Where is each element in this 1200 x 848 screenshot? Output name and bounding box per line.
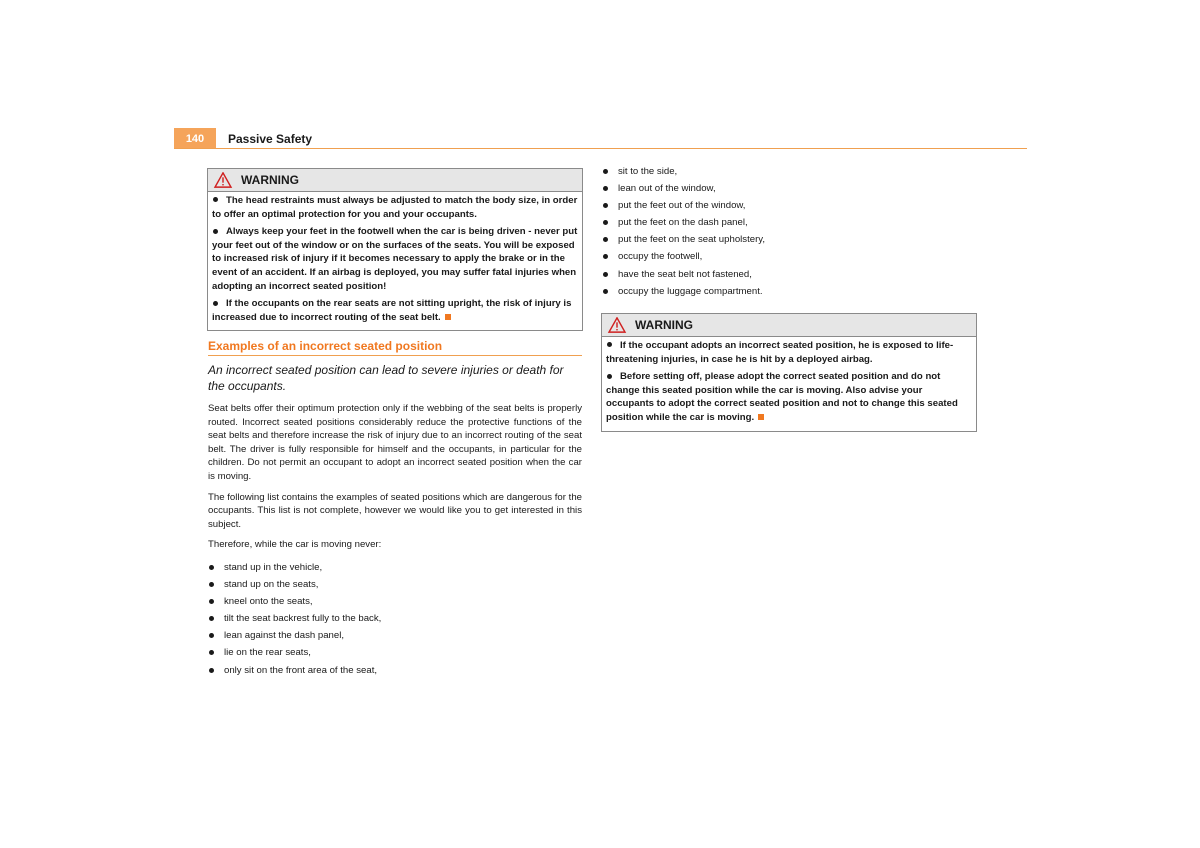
- section-heading: Examples of an incorrect seated position: [208, 339, 582, 356]
- section-title: Passive Safety: [228, 132, 313, 146]
- list-item: stand up on the seats,: [208, 576, 582, 593]
- list-item: put the feet out of the window,: [602, 197, 976, 214]
- list-item: lean out of the window,: [602, 180, 976, 197]
- warning-title: WARNING: [241, 173, 299, 187]
- dangerous-positions-list-continued: [602, 163, 976, 300]
- warning-box-head-restraints: [207, 168, 583, 331]
- bullet-icon: [607, 374, 612, 379]
- list-item: stand up in the vehicle,: [208, 559, 582, 576]
- page-number: 140: [174, 128, 216, 148]
- list-item: lean against the dash panel,: [208, 627, 582, 644]
- bullet-icon: [213, 197, 218, 202]
- right-column: [602, 163, 976, 300]
- warning-item: If the occupants on the rear seats are not sitting upright, the risk of injury is increased due to incorrect routing of the seat belt.: [212, 298, 572, 323]
- warning-title: WARNING: [635, 318, 693, 332]
- warning-box-seated-position: [601, 313, 977, 432]
- list-item: have the seat belt not fastened,: [602, 266, 976, 283]
- warning-body: [602, 337, 976, 431]
- section-end-square-icon: [445, 314, 451, 320]
- bullet-icon: [213, 229, 218, 234]
- list-item: sit to the side,: [602, 163, 976, 180]
- warning-triangle-icon: [607, 317, 627, 333]
- list-item: put the feet on the seat upholstery,: [602, 231, 976, 248]
- dangerous-positions-list: [208, 559, 582, 679]
- intro-text: An incorrect seated position can lead to severe injuries or death for the occupants.: [208, 363, 564, 393]
- warning-triangle-icon: [213, 172, 233, 188]
- warning-item: The head restraints must always be adjusted to match the body size, in order to offer an optimal protection for you and your occupants.: [212, 195, 578, 220]
- left-column: [208, 339, 582, 679]
- body-paragraph: Seat belts offer their optimum protection only if the webbing of the seat belts is properly routed. Incorrect seated positions considerably reduce the protective functions of the seat belts and therefore increase the risk of injury due to an incorrect routing of the seat belt. The driver is fully responsible for himself and the occupants, in particular for the children. Do not permit an occupant to adopt an incorrect seated position when the car is moving.: [208, 403, 582, 482]
- warning-header: [602, 314, 976, 337]
- warning-item: Always keep your feet in the footwell when the car is being driven - never put your feet out of the window or on the surfaces of the seats. You will be exposed to increased risk of injury if it becomes necessary to apply the brake or in the event of an accident. If an airbag is deployed, you may suffer fatal injuries when adopting an incorrect seated position!: [212, 226, 578, 292]
- warning-header: [208, 169, 582, 192]
- list-item: tilt the seat backrest fully to the back,: [208, 610, 582, 627]
- section-end-square-icon: [758, 414, 764, 420]
- list-item: put the feet on the dash panel,: [602, 214, 976, 231]
- list-item: occupy the luggage compartment.: [602, 283, 976, 300]
- list-item: only sit on the front area of the seat,: [208, 662, 582, 679]
- warning-item: If the occupant adopts an incorrect seated position, he is exposed to life-threatening injuries, in case he is hit by a deployed airbag.: [606, 340, 954, 365]
- list-item: occupy the footwell,: [602, 248, 976, 265]
- body-paragraph: Therefore, while the car is moving never:: [208, 539, 382, 551]
- list-item: kneel onto the seats,: [208, 593, 582, 610]
- warning-body: [208, 192, 582, 330]
- bullet-icon: [607, 342, 612, 347]
- list-item: lie on the rear seats,: [208, 644, 582, 661]
- header-rule: [174, 148, 1027, 149]
- warning-item: Before setting off, please adopt the correct seated position and do not change this seated position while the car is moving. Also advise your occupants to adopt the correct seated position and not to change this seated position while the car is moving.: [606, 371, 958, 423]
- body-paragraph: The following list contains the examples of seated positions which are dangerous for the occupants. This list is not complete, however we would like you to get interested in this subject.: [208, 491, 582, 530]
- bullet-icon: [213, 301, 218, 306]
